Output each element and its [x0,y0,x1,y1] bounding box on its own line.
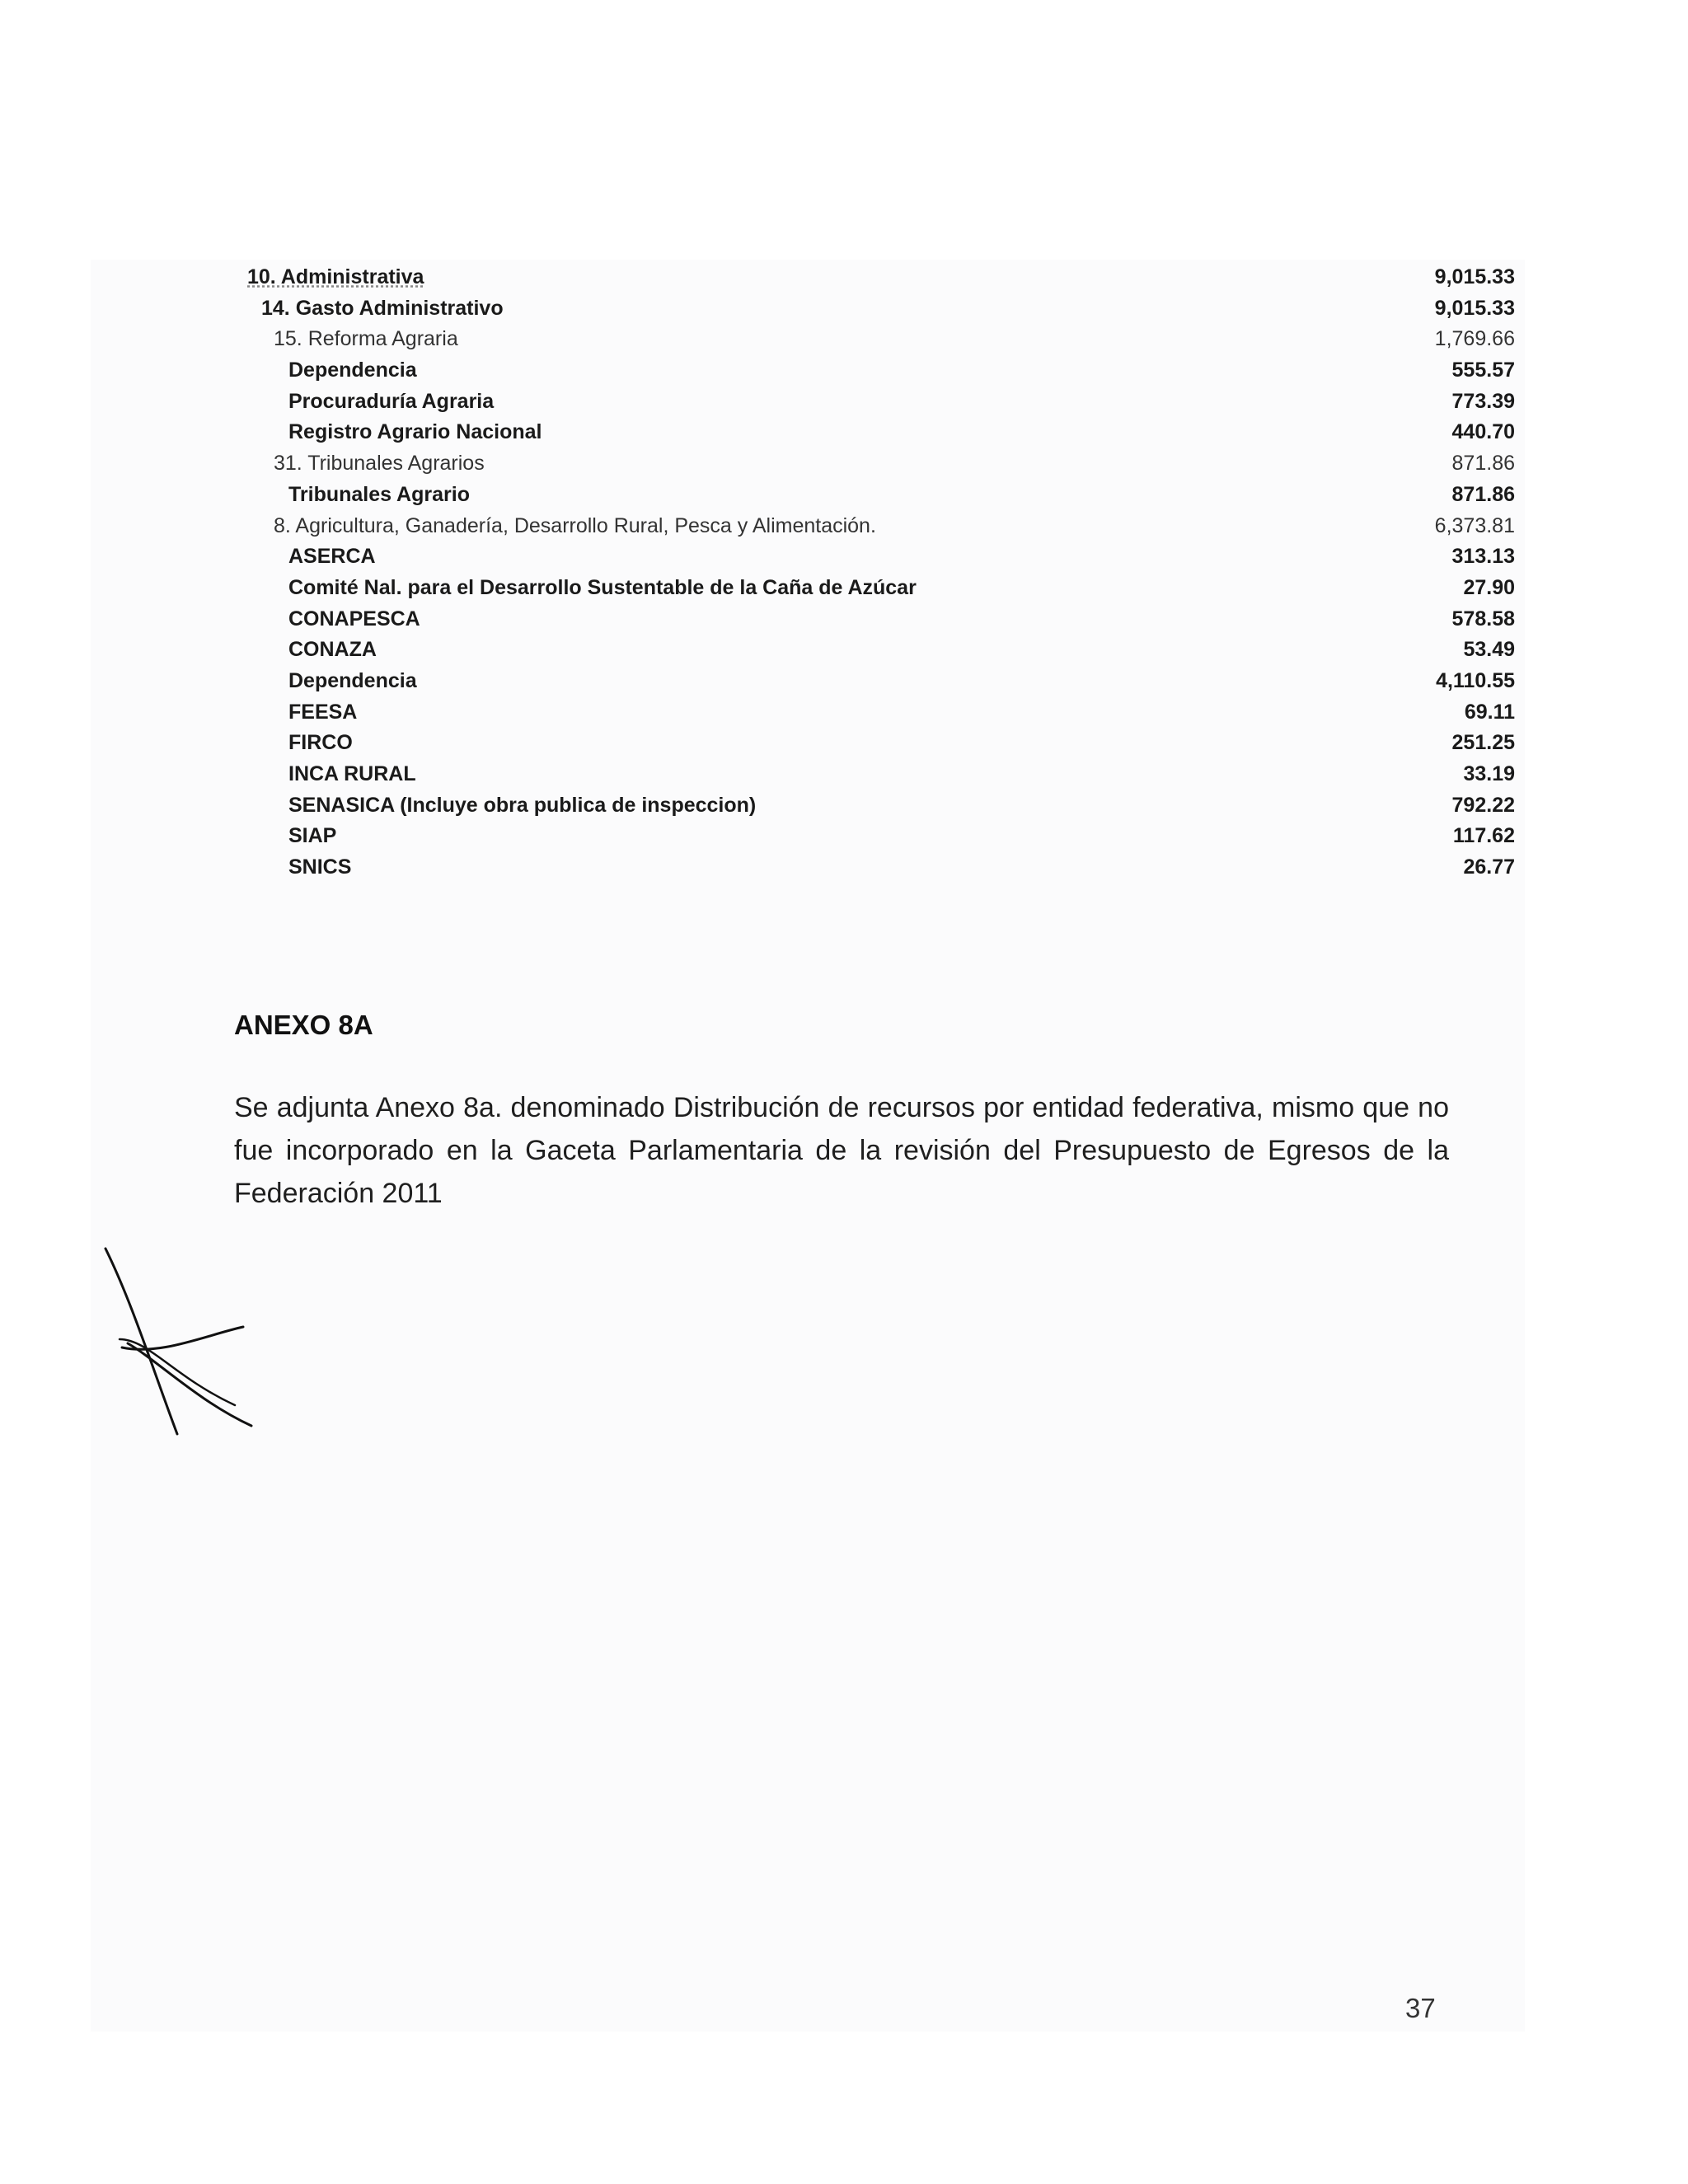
table-row [247,573,1515,604]
table-row [247,728,1515,759]
row-label: Tribunales Agrario [288,482,470,506]
row-label: INCA RURAL [288,762,416,785]
table-row [247,417,1515,448]
page-number: 37 [1405,1993,1436,2023]
row-label: SIAP [288,824,337,848]
row-label: FIRCO [288,731,353,755]
row-amount: 53.49 [1463,638,1515,662]
row-label: Comité Nal. para el Desarrollo Sustentable de la Caña de Azúcar [288,575,917,599]
row-label: Procuraduría Agraria [288,389,495,413]
row-amount: 871.86 [1451,452,1515,476]
table-row [247,790,1515,822]
handwritten-signature [99,1236,264,1442]
row-amount: 313.13 [1451,545,1515,569]
row-label: 14. Gasto Administrativo [261,296,504,320]
row-label: CONAZA [288,638,377,662]
row-label: 8. Agricultura, Ganadería, Desarrollo Rural, Pesca y Alimentación. [274,513,876,537]
row-amount: 555.57 [1451,359,1515,382]
row-amount: 26.77 [1463,855,1515,879]
table-row [247,480,1515,511]
table-row [247,759,1515,790]
table-row [247,821,1515,852]
row-amount: 4,110.55 [1436,668,1515,692]
row-label: Dependencia [288,359,417,382]
row-label: 31. Tribunales Agrarios [274,452,485,476]
row-label: SENASICA (Incluye obra publica de inspeccion) [288,793,757,817]
row-amount: 1,769.66 [1434,327,1515,351]
table-row [247,666,1515,697]
table-row [247,262,1515,293]
row-label: CONAPESCA [288,607,420,630]
row-amount: 33.19 [1463,762,1515,785]
row-label: SNICS [288,855,352,879]
row-label: 15. Reforma Agraria [274,327,458,351]
row-label: 10. Administrativa [247,265,424,288]
row-label: Dependencia [288,668,417,692]
row-amount: 27.90 [1463,575,1515,599]
row-label: FEESA [288,700,358,724]
table-row [247,387,1515,418]
row-amount: 9,015.33 [1434,296,1515,320]
table-row [247,448,1515,480]
table-row [247,355,1515,387]
section-paragraph: Se adjunta Anexo 8a. denominado Distribución de recursos por entidad federativa, mismo que no fue incorporado en la Gaceta Parlamentaria de la revisión del Presupuesto de Egresos de la Federación 2011 [234,1092,1449,1209]
table-row [247,541,1515,573]
table-row [247,635,1515,666]
row-amount: 792.22 [1451,793,1515,817]
budget-table [247,262,1515,883]
row-amount: 578.58 [1451,607,1515,630]
row-amount: 117.62 [1452,824,1515,848]
table-row [247,324,1515,355]
table-row [247,604,1515,635]
row-label: ASERCA [288,545,376,569]
table-row [247,697,1515,729]
row-amount: 440.70 [1451,420,1515,444]
row-amount: 69.11 [1464,700,1515,724]
table-row [247,852,1515,883]
row-amount: 9,015.33 [1434,265,1515,288]
table-row [247,293,1515,325]
row-label: Registro Agrario Nacional [288,420,542,444]
table-row [247,511,1515,542]
row-amount: 871.86 [1451,482,1515,506]
row-amount: 251.25 [1451,731,1515,755]
row-amount: 773.39 [1451,389,1515,413]
row-amount: 6,373.81 [1434,513,1515,537]
section-heading: ANEXO 8A [234,1010,373,1040]
